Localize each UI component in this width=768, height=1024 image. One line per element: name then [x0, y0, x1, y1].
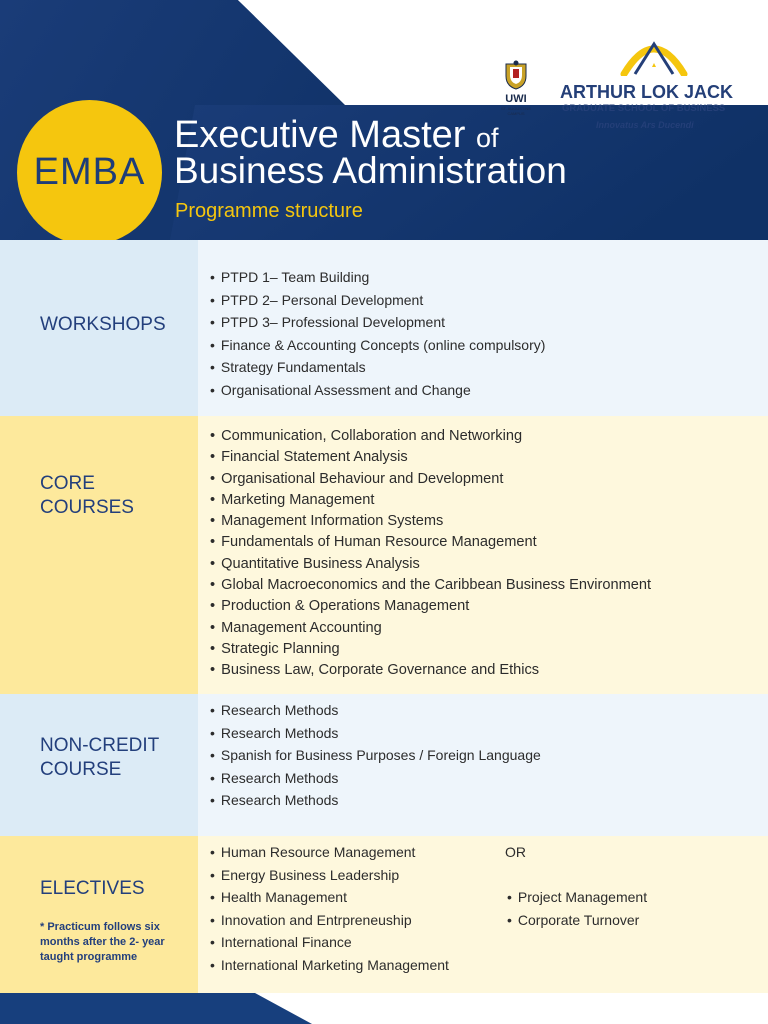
list-item: • Project Management: [507, 886, 647, 909]
section-label-bg: [0, 416, 198, 694]
list-item: • Human Resource Management: [210, 841, 449, 864]
list-item: • Marketing Management: [210, 490, 651, 511]
electives-section: [0, 836, 768, 993]
electives-list: [210, 841, 449, 977]
practicum-note: * Practicum follows six months after the 2- year taught programme: [40, 921, 165, 963]
core-courses-heading: [40, 472, 134, 520]
electives-heading: ELECTIVES: [40, 878, 145, 899]
workshops-heading: WORKSHOPS: [40, 314, 166, 335]
list-item: • Research Methods: [210, 789, 541, 812]
list-item: • Research Methods: [210, 767, 541, 790]
list-item: • Spanish for Business Purposes / Foreign Language: [210, 744, 541, 767]
list-item: • International Finance: [210, 931, 449, 954]
uwi-subtext: ST. AUGUSTINE CAMPUS: [500, 106, 531, 116]
list-item: • Management Accounting: [210, 618, 651, 639]
non-credit-heading: [40, 734, 159, 782]
alt-electives-list: [507, 886, 647, 931]
alj-motto: Innovatus Ars Ducendi: [596, 120, 694, 130]
list-item: • PTPD 2– Personal Development: [210, 289, 545, 312]
or-label: OR: [505, 844, 526, 860]
list-item: • Health Management: [210, 886, 449, 909]
page-subtitle: Programme structure: [175, 200, 363, 222]
workshops-list: [210, 266, 545, 402]
emba-badge: EMBA: [17, 100, 162, 245]
list-item: • Fundamentals of Human Resource Management: [210, 532, 651, 553]
list-item: • Management Information Systems: [210, 511, 651, 532]
list-item: • Communication, Collaboration and Networking: [210, 426, 651, 447]
list-item: • Corporate Turnover: [507, 909, 647, 932]
heading-line: COURSES: [40, 497, 134, 518]
list-item: • PTPD 3– Professional Development: [210, 311, 545, 334]
non-credit-list: [210, 699, 541, 812]
non-credit-section: [0, 694, 768, 836]
title-main: Executive Master: [174, 114, 466, 156]
list-item: • Organisational Assessment and Change: [210, 379, 545, 402]
alj-name: ARTHUR LOK JACK: [560, 82, 733, 102]
footer-band: [0, 993, 768, 1024]
list-item: • Research Methods: [210, 699, 541, 722]
title-of: of: [476, 123, 499, 153]
list-item: • Innovation and Entrpreneuship: [210, 909, 449, 932]
list-item: • Organisational Behaviour and Development: [210, 469, 651, 490]
list-item: • Quantitative Business Analysis: [210, 554, 651, 575]
list-item: • Energy Business Leadership: [210, 864, 449, 887]
heading-line: CORE: [40, 473, 95, 494]
uwi-crest-icon: [498, 60, 534, 90]
heading-line: COURSE: [40, 759, 122, 780]
alj-school: GRADUATE SCHOOL OF BUSINESS: [562, 103, 726, 114]
list-item: • International Marketing Management: [210, 954, 449, 977]
list-item: • Strategic Planning: [210, 639, 651, 660]
list-item: • Global Macroeconomics and the Caribbean Business Environment: [210, 575, 651, 596]
section-label-bg: [0, 836, 198, 993]
uwi-text: UWI: [505, 93, 527, 105]
core-courses-section: [0, 416, 768, 694]
uwi-logo: [498, 60, 534, 116]
page-title-line-2: Business Administration: [174, 150, 567, 191]
heading-line: NON-CREDIT: [40, 735, 160, 756]
list-item: • Production & Operations Management: [210, 596, 651, 617]
list-item: • Business Law, Corporate Governance and Ethics: [210, 660, 651, 681]
list-item: • Research Methods: [210, 722, 541, 745]
list-item: • Strategy Fundamentals: [210, 356, 545, 379]
list-item: • Financial Statement Analysis: [210, 447, 651, 468]
core-courses-list: [210, 426, 651, 682]
list-item: • Finance & Accounting Concepts (online compulsory): [210, 334, 545, 357]
arch-logo-icon: [619, 30, 689, 76]
workshops-section: [0, 240, 768, 416]
list-item: • PTPD 1– Team Building: [210, 266, 545, 289]
